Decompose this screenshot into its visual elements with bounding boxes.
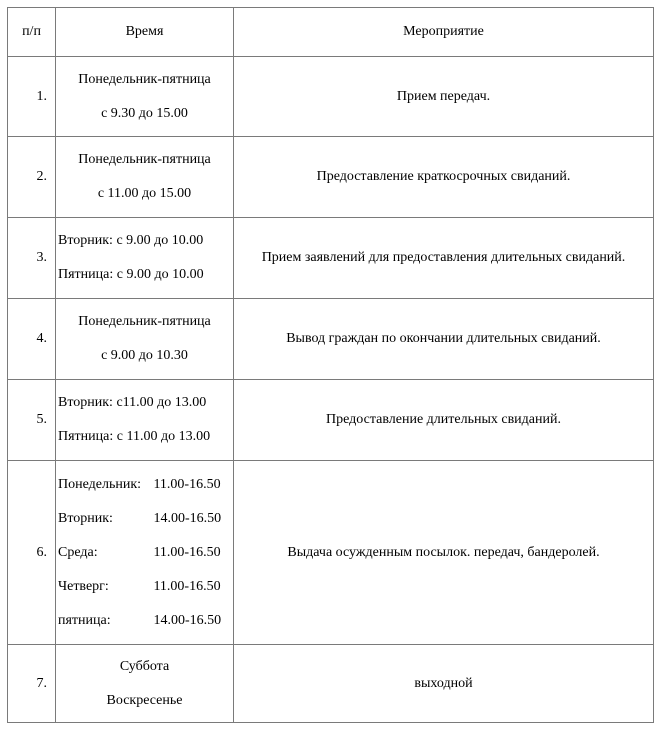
row-time [56,137,234,218]
day-hours-row [58,570,233,604]
row-number: 6. [8,461,56,645]
row-event: выходной [234,645,654,723]
table-row [8,299,654,380]
table-row [8,218,654,299]
table-row [8,461,654,645]
day-label: Среда: [58,544,98,560]
row-number: 7. [8,645,56,723]
time-line: с 9.30 до 15.00 [101,105,188,121]
hours-label: 14.00-16.50 [153,612,222,628]
time-line: Воскресенье [106,692,183,708]
header-time: Время [56,8,234,57]
time-line: Пятница: с 11.00 до 13.00 [58,429,211,444]
time-line: с 11.00 до 15.00 [97,186,192,201]
day-label: Вторник: [58,510,113,526]
hours-label: 14.00-16.50 [153,510,222,526]
row-event: Выдача осужденным посылок. передач, бандеролей. [234,461,654,645]
row-number: 1. [8,57,56,137]
row-event: Прием заявлений для предоставления длительных свиданий. [234,218,654,299]
day-hours-row [58,502,233,536]
row-time [56,218,234,299]
time-line: с 9.00 до 10.30 [101,348,188,363]
day-hours-row [58,468,233,502]
row-time [56,461,234,645]
hours-label: 11.00-16.50 [153,476,221,492]
table-row [8,645,654,723]
row-number: 5. [8,380,56,461]
time-line: Вторник: с 9.00 до 10.00 [58,233,204,248]
hours-label: 11.00-16.50 [153,544,221,560]
row-number: 2. [8,137,56,218]
row-time [56,380,234,461]
row-event: Предоставление краткосрочных свиданий. [234,137,654,218]
header-num: п/п [8,8,56,57]
time-line: Суббота [119,658,170,674]
hours-label: 11.00-16.50 [153,578,221,594]
row-event: Прием передач. [234,57,654,137]
time-line: Пятница: с 9.00 до 10.00 [58,267,204,282]
day-hours-row [58,536,233,570]
table-row [8,380,654,461]
table-row [8,57,654,137]
day-hours-row [58,604,233,638]
day-label: Четверг: [58,578,109,594]
time-line: Понедельник-пятница [78,71,211,87]
time-line: Понедельник-пятница [78,314,211,329]
row-time [56,645,234,723]
time-line: Вторник: с11.00 до 13.00 [58,395,207,410]
time-line: Понедельник-пятница [78,152,211,167]
table-row [8,137,654,218]
table-header-row [8,8,654,57]
row-number: 4. [8,299,56,380]
schedule-table [7,7,654,723]
row-time [56,57,234,137]
row-time [56,299,234,380]
day-label: Понедельник: [58,476,142,492]
row-event: Предоставление длительных свиданий. [234,380,654,461]
header-event: Мероприятие [234,8,654,57]
day-label: пятница: [58,612,111,628]
row-number: 3. [8,218,56,299]
row-event: Вывод граждан по окончании длительных свиданий. [234,299,654,380]
